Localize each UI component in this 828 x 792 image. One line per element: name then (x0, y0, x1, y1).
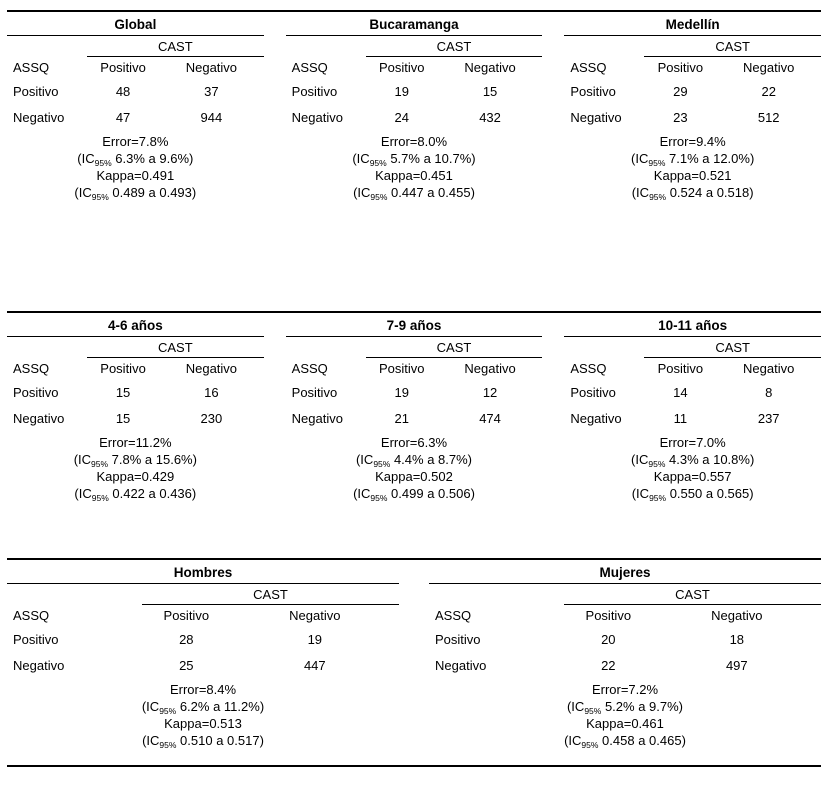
ic-label: (IC (566, 699, 585, 714)
cell-positivo-positivo: 15 (115, 385, 131, 400)
close-paren: ) (749, 151, 755, 166)
close-paren: ) (749, 185, 754, 200)
error-ci-range: 6.2% a 11.2% (179, 699, 260, 714)
table-group-row-1 (7, 10, 821, 201)
cell-positivo-positivo: 28 (179, 632, 194, 647)
ic-subscript: 95% (91, 459, 109, 469)
kappa-confidence-interval (286, 485, 543, 502)
kappa-confidence-interval (564, 485, 821, 502)
kappa-ci-range: 0.550 a 0.565 (669, 486, 750, 501)
col-header-positivo: Positivo (100, 60, 146, 75)
cast-axis-label: CAST (87, 337, 264, 358)
ic-subscript: 95% (648, 459, 666, 469)
error-value: Error=7.0% (659, 435, 726, 450)
error-ci-range: 5.2% a 9.7% (604, 699, 679, 714)
kappa-confidence-interval (7, 485, 264, 502)
table-title: Global (7, 12, 264, 36)
col-header-negativo: Negativo (464, 361, 516, 376)
col-header-negativo: Negativo (711, 608, 763, 623)
assq-axis-label: ASSQ (570, 60, 607, 75)
col-header-positivo: Positivo (378, 361, 425, 376)
ic-subscript: 95% (581, 740, 599, 750)
table-group-row-3 (7, 558, 821, 749)
col-header-negativo: Negativo (185, 361, 238, 376)
row-header-negativo: Negativo (13, 110, 65, 125)
row-header-positivo: Positivo (291, 385, 338, 400)
assq-axis-label: ASSQ (13, 60, 50, 75)
ic-label: (IC (352, 151, 370, 166)
error-confidence-interval (286, 150, 543, 167)
error-confidence-interval (7, 698, 399, 715)
cell-positivo-positivo: 14 (673, 385, 688, 400)
error-value: Error=8.4% (169, 682, 237, 697)
cell-negativo-negativo: 432 (479, 110, 501, 125)
error-ci-range: 6.3% a 9.6% (115, 151, 189, 166)
cast-axis-label: CAST (564, 584, 821, 605)
cell-negativo-positivo: 47 (115, 110, 131, 125)
row-header-positivo: Positivo (435, 632, 481, 647)
cell-positivo-positivo: 29 (673, 84, 688, 99)
col-header-negativo: Negativo (743, 60, 795, 75)
error-ci-range: 5.7% a 10.7% (390, 151, 472, 166)
table-bucaramanga (286, 12, 543, 201)
kappa-value: Kappa=0.451 (375, 168, 453, 183)
ic-label: (IC (77, 151, 95, 166)
table-group-row-2 (7, 311, 821, 502)
error-ci-range: 7.1% a 12.0% (669, 151, 750, 166)
kappa-value: Kappa=0.521 (653, 168, 732, 183)
cast-axis-label: CAST (366, 337, 543, 358)
col-header-positivo: Positivo (163, 608, 210, 623)
stats-block (7, 681, 399, 749)
row-header-positivo: Positivo (570, 385, 616, 400)
close-paren: ) (471, 151, 476, 166)
error-value: Error=9.4% (659, 134, 726, 149)
ic-label: (IC (73, 452, 92, 467)
kappa-confidence-interval (7, 732, 399, 749)
row-header-positivo: Positivo (291, 84, 338, 99)
table-4-6-a-os (7, 313, 264, 502)
close-paren: ) (470, 486, 475, 501)
cell-positivo-positivo: 20 (601, 632, 616, 647)
row-header-positivo: Positivo (13, 385, 59, 400)
row-header-negativo: Negativo (291, 411, 343, 426)
ic-subscript: 95% (369, 158, 387, 168)
assq-axis-label: ASSQ (435, 608, 472, 623)
confusion-matrix (429, 584, 821, 679)
ic-subscript: 95% (370, 192, 388, 202)
stats-block (286, 133, 543, 201)
cell-negativo-positivo: 24 (394, 110, 409, 125)
error-confidence-interval (7, 150, 264, 167)
cell-negativo-negativo: 474 (479, 411, 501, 426)
cell-positivo-positivo: 19 (394, 84, 409, 99)
error-ci-range: 7.8% a 15.6% (111, 452, 193, 467)
stats-block (429, 681, 821, 749)
col-header-positivo: Positivo (585, 608, 632, 623)
cast-axis-label: CAST (366, 36, 543, 57)
kappa-confidence-interval (286, 184, 543, 201)
table-global (7, 12, 264, 201)
close-paren: ) (467, 452, 473, 467)
kappa-confidence-interval (564, 184, 821, 201)
cell-positivo-negativo: 15 (482, 84, 498, 99)
cell-negativo-positivo: 22 (601, 658, 616, 673)
table-title: 4-6 años (7, 313, 264, 337)
close-paren: ) (749, 486, 754, 501)
cell-negativo-negativo: 497 (725, 658, 748, 673)
cast-axis-label: CAST (644, 36, 821, 57)
col-header-negativo: Negativo (289, 608, 341, 623)
close-paren: ) (681, 733, 686, 748)
confusion-matrix (286, 337, 543, 432)
ic-label: (IC (74, 486, 92, 501)
ic-label: (IC (142, 733, 160, 748)
ic-label: (IC (631, 486, 650, 501)
col-header-negativo: Negativo (743, 361, 795, 376)
ic-label: (IC (631, 452, 649, 467)
row-header-negativo: Negativo (570, 110, 622, 125)
ic-subscript: 95% (584, 706, 602, 716)
kappa-value: Kappa=0.502 (375, 469, 453, 484)
row-header-negativo: Negativo (13, 411, 65, 426)
close-paren: ) (259, 699, 265, 714)
table-7-9-a-os (286, 313, 543, 502)
error-value: Error=8.0% (380, 134, 448, 149)
cell-negativo-negativo: 447 (303, 658, 326, 673)
ic-label: (IC (631, 151, 649, 166)
cell-negativo-negativo: 230 (200, 411, 223, 426)
ic-label: (IC (355, 452, 374, 467)
ic-subscript: 95% (94, 158, 112, 168)
table-title: Bucaramanga (286, 12, 543, 36)
ic-subscript: 95% (370, 493, 388, 503)
ic-subscript: 95% (91, 192, 109, 202)
ic-subscript: 95% (159, 706, 177, 716)
close-paren: ) (192, 452, 197, 467)
error-value: Error=11.2% (99, 435, 172, 450)
row-header-negativo: Negativo (570, 411, 622, 426)
kappa-ci-range: 0.499 a 0.506 (391, 486, 471, 501)
cell-positivo-negativo: 37 (204, 84, 219, 99)
error-confidence-interval (429, 698, 821, 715)
cell-positivo-negativo: 18 (729, 632, 745, 647)
cell-positivo-negativo: 12 (482, 385, 498, 400)
table-title: 10-11 años (564, 313, 821, 337)
table-title: Mujeres (429, 560, 821, 584)
cell-positivo-positivo: 19 (394, 385, 409, 400)
kappa-value: Kappa=0.429 (96, 469, 175, 484)
confusion-matrix (7, 36, 264, 131)
assq-axis-label: ASSQ (291, 361, 328, 376)
cell-positivo-negativo: 8 (765, 385, 773, 400)
ic-label: (IC (353, 486, 371, 501)
error-ci-range: 4.4% a 8.7% (393, 452, 468, 467)
table-medell-n (564, 12, 821, 201)
table-10-11-a-os (564, 313, 821, 502)
kappa-ci-range: 0.524 a 0.518 (669, 185, 750, 200)
row-header-positivo: Positivo (13, 632, 59, 647)
stats-block (564, 434, 821, 502)
ic-label: (IC (353, 185, 371, 200)
error-confidence-interval (286, 451, 543, 468)
stats-block (7, 133, 264, 201)
close-paren: ) (191, 486, 197, 501)
assq-axis-label: ASSQ (291, 60, 328, 75)
ic-label: (IC (74, 185, 92, 200)
error-value: Error=7.2% (591, 682, 659, 697)
stats-block (286, 434, 543, 502)
cast-axis-label: CAST (644, 337, 821, 358)
row-header-negativo: Negativo (435, 658, 487, 673)
ic-subscript: 95% (649, 493, 667, 503)
assq-axis-label: ASSQ (13, 361, 50, 376)
ic-label: (IC (564, 733, 582, 748)
confusion-matrix (564, 337, 821, 432)
close-paren: ) (749, 452, 755, 467)
confusion-matrix (564, 36, 821, 131)
kappa-confidence-interval (7, 184, 264, 201)
row-header-negativo: Negativo (13, 658, 65, 673)
row-header-negativo: Negativo (291, 110, 343, 125)
confusion-matrix (7, 337, 264, 432)
close-paren: ) (470, 185, 475, 200)
cell-negativo-positivo: 21 (394, 411, 409, 426)
cast-axis-label: CAST (142, 584, 399, 605)
table-hombres (7, 560, 399, 749)
ic-subscript: 95% (91, 493, 109, 503)
cell-positivo-negativo: 22 (761, 84, 776, 99)
table-title: 7-9 años (286, 313, 543, 337)
table-mujeres (429, 560, 821, 749)
kappa-value: Kappa=0.461 (586, 716, 664, 731)
kappa-value: Kappa=0.491 (96, 168, 175, 183)
table-title: Medellín (564, 12, 821, 36)
kappa-value: Kappa=0.513 (164, 716, 242, 731)
cell-negativo-positivo: 25 (179, 658, 194, 673)
cell-negativo-negativo: 237 (757, 411, 780, 426)
kappa-ci-range: 0.489 a 0.493 (112, 185, 192, 200)
ic-subscript: 95% (648, 158, 666, 168)
table-groups (7, 10, 821, 749)
assq-axis-label: ASSQ (13, 608, 50, 623)
cell-positivo-positivo: 48 (115, 84, 131, 99)
close-paren: ) (189, 151, 194, 166)
cell-negativo-positivo: 15 (115, 411, 131, 426)
cell-negativo-positivo: 23 (673, 110, 688, 125)
table-title: Hombres (7, 560, 399, 584)
kappa-confidence-interval (429, 732, 821, 749)
confusion-matrix (7, 584, 399, 679)
ic-label: (IC (631, 185, 650, 200)
close-paren: ) (259, 733, 264, 748)
ic-subscript: 95% (373, 459, 391, 469)
error-confidence-interval (564, 451, 821, 468)
kappa-ci-range: 0.422 a 0.436 (112, 486, 192, 501)
row-header-positivo: Positivo (570, 84, 616, 99)
col-header-negativo: Negativo (464, 60, 516, 75)
stats-block (7, 434, 264, 502)
assq-axis-label: ASSQ (570, 361, 607, 376)
cell-negativo-negativo: 512 (757, 110, 780, 125)
cast-axis-label: CAST (87, 36, 264, 57)
col-header-positivo: Positivo (100, 361, 146, 376)
col-header-negativo: Negativo (185, 60, 238, 75)
ic-subscript: 95% (649, 192, 667, 202)
error-value: Error=7.8% (102, 134, 169, 149)
confusion-matrix (286, 36, 543, 131)
cell-negativo-positivo: 11 (673, 411, 688, 426)
error-ci-range: 4.3% a 10.8% (669, 452, 750, 467)
col-header-positivo: Positivo (657, 60, 704, 75)
ic-label: (IC (141, 699, 160, 714)
bottom-rule (7, 765, 821, 767)
kappa-ci-range: 0.447 a 0.455 (391, 185, 471, 200)
error-confidence-interval (7, 451, 264, 468)
kappa-value: Kappa=0.557 (653, 469, 732, 484)
col-header-positivo: Positivo (657, 361, 704, 376)
cell-positivo-negativo: 16 (204, 385, 219, 400)
cell-positivo-negativo: 19 (307, 632, 323, 647)
error-value: Error=6.3% (380, 435, 448, 450)
close-paren: ) (678, 699, 684, 714)
col-header-positivo: Positivo (378, 60, 425, 75)
error-confidence-interval (564, 150, 821, 167)
row-header-positivo: Positivo (13, 84, 59, 99)
kappa-ci-range: 0.510 a 0.517 (180, 733, 260, 748)
kappa-ci-range: 0.458 a 0.465 (602, 733, 682, 748)
ic-subscript: 95% (159, 740, 177, 750)
stats-block (564, 133, 821, 201)
close-paren: ) (191, 185, 197, 200)
cell-negativo-negativo: 944 (200, 110, 223, 125)
